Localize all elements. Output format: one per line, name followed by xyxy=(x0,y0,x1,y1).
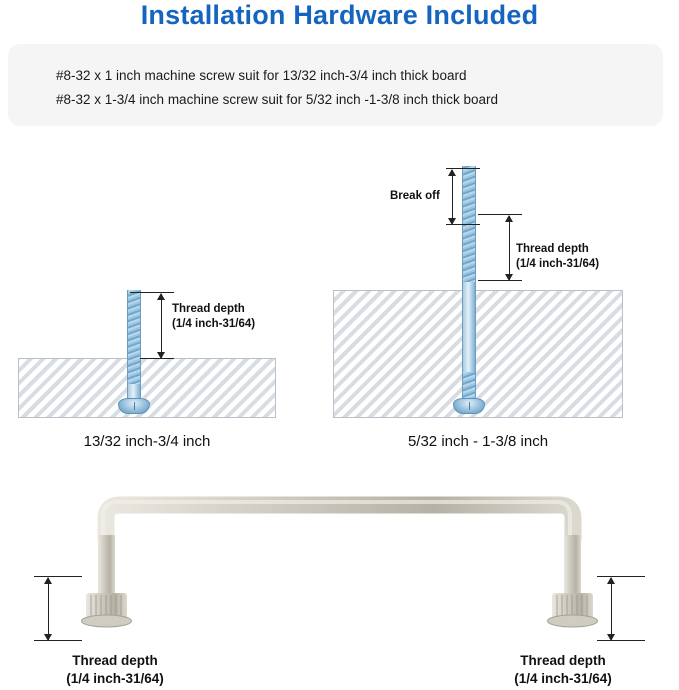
hardware-note-line-2: #8-32 x 1-3/4 inch machine screw suit for 5/32 inch -1-3/8 inch thick board xyxy=(56,92,498,107)
hardware-note-box xyxy=(8,44,663,126)
handle-right-label-line2: (1/4 inch-31/64) xyxy=(514,671,612,686)
left-caption: 13/32 inch-3/4 inch xyxy=(83,433,211,450)
break-off-vline xyxy=(452,170,453,224)
page-title: Installation Hardware Included xyxy=(140,0,539,30)
left-dim-tick-bottom xyxy=(140,358,174,359)
handle-right-dim-vline xyxy=(611,578,612,640)
right-dim-arrow-up xyxy=(505,215,513,222)
left-thread-depth-label-2: (1/4 inch-31/64) xyxy=(172,318,256,330)
handle-right-tick-top xyxy=(597,576,645,577)
left-thread-depth-label-1: Thread depth xyxy=(172,303,245,315)
handle-left-label-line1: Thread depth xyxy=(72,653,158,668)
break-off-tick-bottom xyxy=(446,224,480,225)
left-dim-arrow-up xyxy=(157,293,165,300)
handle-left-arrow-up xyxy=(44,577,52,584)
left-dim-vline xyxy=(161,294,162,358)
handle-left-label-line2: (1/4 inch-31/64) xyxy=(66,671,164,686)
right-thread-depth-label-1: Thread depth xyxy=(516,243,589,255)
handle-right-arrow-up xyxy=(607,577,615,584)
handle-left-label xyxy=(20,652,210,688)
left-screw xyxy=(127,290,141,418)
hardware-note-line-1: #8-32 x 1 inch machine screw suit for 13/32 inch-3/4 inch thick board xyxy=(56,68,467,83)
right-screw-head xyxy=(453,398,485,414)
right-screw xyxy=(462,166,476,418)
right-thread-depth-label-2: (1/4 inch-31/64) xyxy=(516,258,600,270)
handle-right-tick-bottom xyxy=(597,640,645,641)
break-off-arrow-up xyxy=(448,169,456,176)
right-screw-shank xyxy=(462,282,476,372)
handle-left-tick-bottom xyxy=(34,640,82,641)
handle-right-label xyxy=(468,652,658,688)
left-screw-thread xyxy=(127,290,141,384)
right-dim-vline xyxy=(509,216,510,280)
cabinet-handle-illustration xyxy=(0,495,679,655)
break-off-label: Break off xyxy=(390,190,440,202)
handle-left-dim-vline xyxy=(48,578,49,640)
right-caption: 5/32 inch - 1-3/8 inch xyxy=(407,433,549,450)
left-dim-tick-top xyxy=(130,292,174,293)
handle-left-tick-top xyxy=(34,576,82,577)
left-screw-head xyxy=(118,398,150,414)
handle-right-label-line1: Thread depth xyxy=(520,653,606,668)
right-dim-tick-top xyxy=(478,214,522,215)
right-dim-tick-bottom xyxy=(478,280,522,281)
break-off-tick-top xyxy=(446,168,480,169)
